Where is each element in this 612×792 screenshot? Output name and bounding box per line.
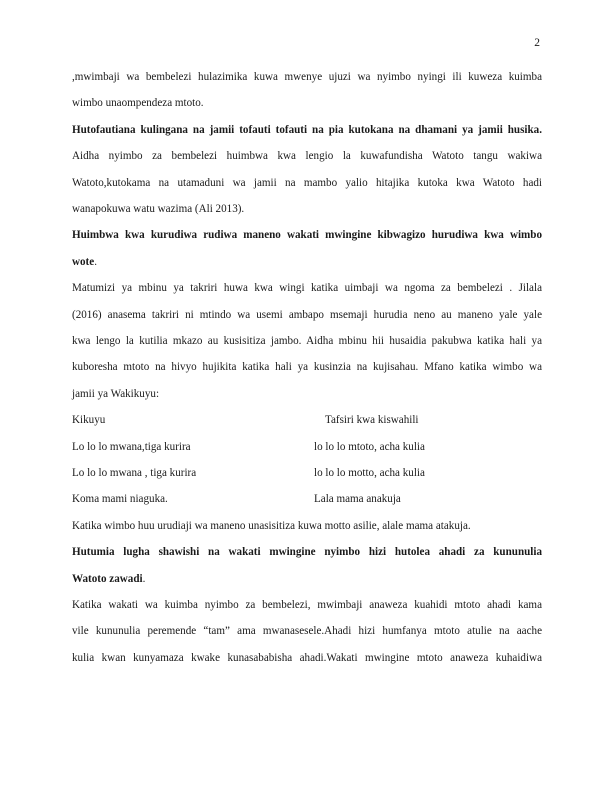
section-heading: Hutumia lugha shawishi na wakati mwingine nyimbo hizi hutolea ahadi za kununulia [72,546,542,559]
paragraph-line: kwa lengo la kutilia mkazo au kusisitiza jambo. Aidha mbinu hii husaidia pakubwa katika hali ya [72,335,542,348]
section-heading-end [72,566,542,592]
kikuyu-line: Lo lo lo mwana , tiga kurira [72,467,197,480]
paragraph-line: ,mwimbaji wa bembelezi hulazimika kuwa mwenye ujuzi wa nyimbo nyingi ili kuweza kuimba [72,71,542,83]
paragraph-line: Watoto,kutokama na utamaduni wa jamii na mambo yalio hitajika kutoka kwa Watoto hadi [72,176,542,189]
heading-period: . [94,255,97,268]
paragraph-line: jamii ya Wakikuyu: [72,387,160,400]
song-table-row [72,460,542,486]
section-heading: Hutofautiana kulingana na jamii tofauti tofauti na pia kutokana na dhamani ya jamii husika. [72,123,542,136]
document-body [72,64,542,671]
translation-line: Lala mama anakuja [314,493,401,506]
paragraph-line: Katika wakati wa kuimba nyimbo za bembelezi, mwimbaji anaweza kuahidi mtoto ahadi kama [72,599,542,612]
song-table [72,407,542,513]
column-header-kikuyu: Kikuyu [72,414,106,427]
page-number: 2 [534,37,540,49]
paragraph-line: wanapokuwa watu wazima (Ali 2013). [72,203,245,216]
paragraph-line: wimbo unaompendeza mtoto. [72,97,204,110]
paragraph-line: Matumizi ya mbinu ya takriri huwa kwa wingi katika uimbaji wa ngoma za bembelezi . Jilala [72,282,542,295]
song-table-row [72,486,542,512]
paragraph-line: Katika wimbo huu urudiaji wa maneno unasisitiza kuwa motto asilie, alale mama atakuja. [72,519,471,532]
section-heading-end [72,249,542,275]
column-header-translation: Tafsiri kwa kiswahili [325,414,419,427]
heading-period: . [142,572,146,585]
paragraph-line: kulia kwan kunyamaza kwake kunasababisha ahadi.Wakati mwingine mtoto anaweza kuhaidiwa [72,651,542,664]
paragraph-line: kuboresha mtoto na hivyo hujikita katika hali ya kusinzia na kujisahau. Mfano katika wimbo wa [72,361,542,374]
song-table-header [72,407,542,433]
heading-text: wote [72,255,95,268]
kikuyu-line: Lo lo lo mwana,tiga kurira [72,440,191,453]
paragraph-line: (2016) anasema takriri ni mtindo wa usemi ambapo msemaji hurudia neno au maneno yale yale [72,308,542,321]
song-table-row [72,434,542,460]
heading-text: Watoto zawadi [72,572,143,585]
section-heading: Huimbwa kwa kurudiwa rudiwa maneno wakati mwingine kibwagizo hurudiwa kwa wimbo [72,229,542,242]
paragraph-line: Aidha nyimbo za bembelezi huimbwa kwa lengio la kuwafundisha Watoto tangu wakiwa [72,150,542,163]
translation-line: lo lo lo mtoto, acha kulia [314,440,425,453]
paragraph-line: vile kununulia peremende “tam” ama mwanasesele.Ahadi hizi humfanya mtoto atulie na aache [72,625,542,638]
translation-line: lo lo lo motto, acha kulia [314,467,425,480]
kikuyu-line: Koma mami niaguka. [72,493,168,506]
